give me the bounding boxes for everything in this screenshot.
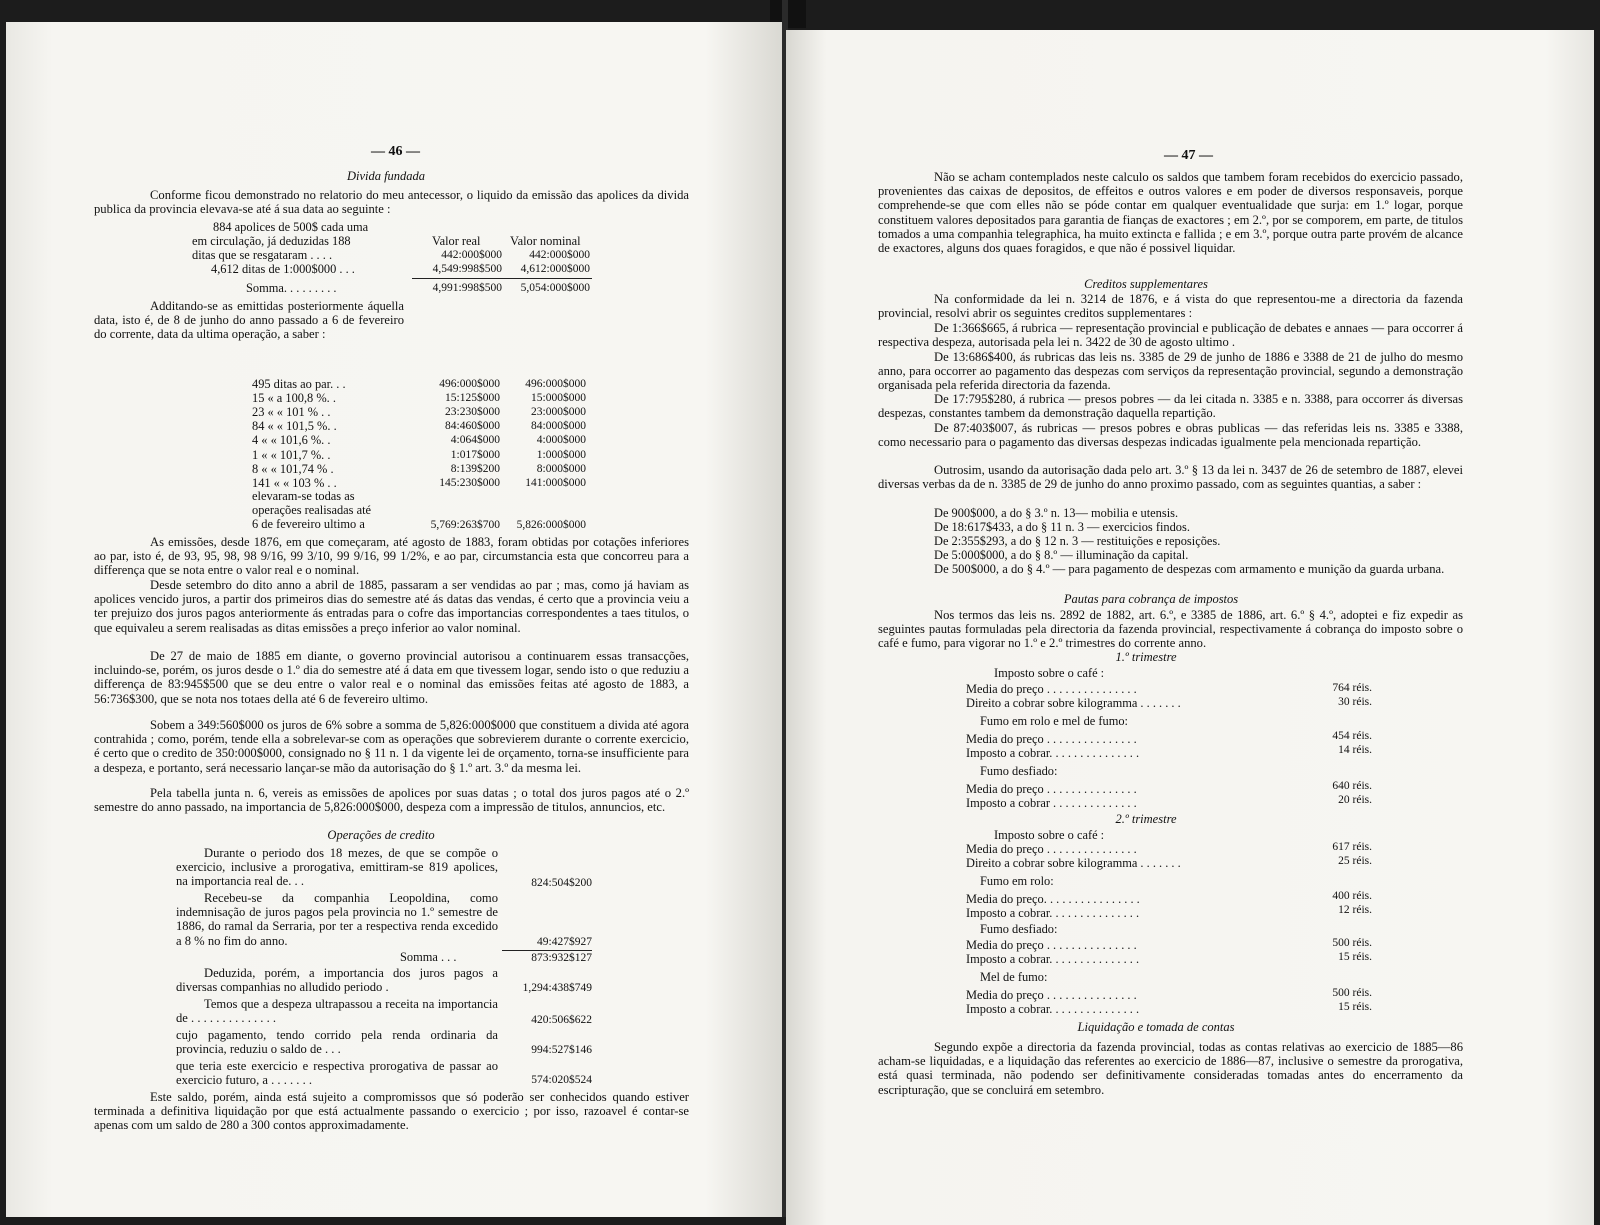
tax-label: Imposto a cobrar. . . . . . . . . . . . . . .	[966, 746, 1140, 760]
table-label: 15 « a 100,8 %. .	[252, 391, 336, 406]
section-heading: Pautas para cobrança de impostos	[1063, 592, 1239, 606]
table-cell: 5,769:263$700	[430, 519, 500, 531]
paragraph: Additando-se as emittidas posteriormente áquella data, isto é, de 8 de junho do anno passado a 6 de fevereiro do corrente, data da ultima operação, a saber :	[94, 299, 404, 342]
tax-value: 15 réis.	[1338, 1001, 1372, 1013]
table-cell: 15:000$000	[531, 392, 586, 405]
tax-label: Media do preço . . . . . . . . . . . . . . .	[966, 988, 1137, 1002]
table-cell: 496:000$000	[439, 378, 500, 390]
table-cell: 23:000$000	[531, 406, 586, 419]
table-cell: 496:000$000	[525, 378, 586, 390]
amount: 994:527$146	[531, 1044, 592, 1056]
tax-value: 12 réis.	[1338, 904, 1372, 916]
paragraph: De 500$000, a do § 4.º — para pagamento de despezas com armamento e munição da guarda urbana.	[934, 562, 1445, 576]
label: Somma . . .	[400, 950, 457, 964]
paragraph: Segundo expõe a directoria da fazenda provincial, todas as contas relativas ao exercicio de 1885—86 acham-se liquidadas, e a liquidação das referentes ao exercicio de 1886—87, inclusive o semestre da prorogativa, está quasi terminada, não podendo ser definitivamente consideradas tomadas antes do encerramento da escripturação, que se concluirá em setembro.	[878, 1040, 1463, 1097]
tax-label: Media do preço . . . . . . . . . . . . . . .	[966, 842, 1137, 856]
tax-value: 640 réis.	[1332, 780, 1372, 792]
section-heading: Liquidação e tomada de contas	[1077, 1020, 1235, 1034]
amount: 49:427$927	[537, 936, 592, 948]
table-label: 4 « « 101,6 %. .	[252, 433, 331, 448]
tax-label: Media do preço . . . . . . . . . . . . . . .	[966, 938, 1137, 952]
table-label: elevaram-se todas as	[252, 489, 355, 503]
tax-value: 15 réis.	[1338, 951, 1372, 963]
tax-value: 500 réis.	[1332, 937, 1372, 949]
table-cell: 84:000$000	[531, 420, 586, 433]
page-number: — 47 —	[1164, 148, 1213, 163]
table-label: 495 ditas ao par. . .	[252, 377, 346, 391]
table-cell: 4,549:998$500	[432, 263, 502, 275]
table-cell: 5,054:000$000	[520, 282, 590, 294]
paragraph: Temos que a despeza ultrapassou a receita na importancia de . . . . . . . . . . . . . .	[176, 997, 498, 1026]
paragraph: De 27 de maio de 1885 em diante, o governo provincial autorisou a continuarem essas transacções, incluindo-se, porém, os juros desde o 1.º dia do semestre até á data em que tivessem logar, sendo isto o que reduziu a differença de 83:945$500 que se deu entre o valor real e o nominal das emissões feitas até agosto de 1883, a 56:736$300, que se nota nos totaes della até 6 de fevereiro ultimo.	[94, 649, 689, 706]
tax-group: Fumo em rolo e mel de fumo:	[980, 714, 1128, 728]
subsection-heading: 2.º trimestre	[1115, 812, 1177, 826]
amount: 1,294:438$749	[522, 982, 592, 994]
sum-rule	[502, 950, 592, 951]
section-heading: Divida fundada	[346, 169, 426, 183]
list-item: De 18:617$433, a do § 11 n. 3 — exercicios findos.	[934, 520, 1190, 534]
table-cell: 442:000$000	[441, 249, 502, 261]
table-label: Somma. . . . . . . . .	[246, 281, 337, 295]
sum-rule	[412, 278, 592, 279]
list-item: De 900$000, a do § 3.º n. 13— mobilia e utensis.	[934, 506, 1179, 520]
tax-value: 454 réis.	[1332, 730, 1372, 742]
table-cell: 4,991:998$500	[432, 282, 502, 294]
table-label: em circulação, já deduzidas 188	[192, 234, 351, 248]
table-cell: 84:460$000	[445, 420, 500, 433]
paragraph: Durante o periodo dos 18 mezes, de que se compõe o exercicio, inclusive a prorogativa, emittiram-se 819 apolices, na importancia real de. . .	[176, 846, 498, 889]
paragraph: De 17:795$280, á rubrica — presos pobres — da lei citada n. 3385 e n. 3388, para occorrer ás diversas despezas, constantes tambem da demonstração daquella repartição.	[878, 392, 1463, 421]
table-label: operações realisadas até	[252, 503, 372, 517]
paragraph: Recebeu-se da companhia Leopoldina, como indemnisação de juros pagos pela provincia no 1.º semestre de 1886, do ramal da Serraria, por ter a respectiva renda excedido a 8 % no fim do anno.	[176, 891, 498, 948]
section-heading: Operações de credito	[327, 828, 435, 842]
paragraph: Este saldo, porém, ainda está sujeito a compromissos que só poderão ser conhecidos quando estiver terminada a definitiva liquidação por que está actualmente passando o exercicio ; por isso, razoavel é contar-se apenas com um saldo de 280 a 300 contos approximadamente.	[94, 1090, 689, 1133]
table-cell: 4,612:000$000	[520, 263, 590, 275]
tax-label: Media do preço . . . . . . . . . . . . . . .	[966, 782, 1137, 796]
tax-label: Imposto a cobrar . . . . . . . . . . . . . .	[966, 796, 1137, 810]
tax-label: Direito a cobrar sobre kilogramma . . . . . . .	[966, 856, 1181, 870]
tax-label: Direito a cobrar sobre kilogramma . . . . . . .	[966, 696, 1181, 710]
table-cell: 8:139$200	[450, 462, 500, 475]
tax-label: Imposto a cobrar. . . . . . . . . . . . . . .	[966, 906, 1140, 920]
tax-value: 30 réis.	[1338, 696, 1372, 708]
paragraph: cujo pagamento, tendo corrido pela renda ordinaria da provincia, reduziu o saldo de . . .	[176, 1028, 498, 1057]
paragraph: Conforme ficou demonstrado no relatorio do meu antecessor, o liquido da emissão das apolices da divida publica da provincia elevava-se até á sua data ao seguinte :	[94, 188, 689, 217]
amount: 420:506$622	[531, 1014, 592, 1026]
list-item: De 5:000$000, a do § 8.º — illuminação da capital.	[934, 548, 1189, 562]
right-page	[786, 30, 1594, 1225]
amount: 574:020$524	[531, 1074, 592, 1086]
tax-group: Mel de fumo:	[980, 970, 1048, 984]
tax-value: 500 réis.	[1332, 987, 1372, 999]
table-cell: 141:000$000	[525, 476, 586, 489]
paragraph: Outrosim, usando da autorisação dada pelo art. 3.º § 13 da lei n. 3437 de 26 de setembro de 1887, elevei diversas verbas da de n. 3385 de 29 de junho do anno proximo passado, com as seguintes quantias, a saber :	[878, 463, 1463, 492]
table-label: 6 de fevereiro ultimo a	[252, 517, 365, 531]
table-cell: 1:000$000	[536, 448, 586, 461]
paragraph: De 87:403$007, ás rubricas — presos pobres e obras publicas — das referidas leis ns. 3385 e 3388, como necessario para o pagamento das diversas despezas indicadas igualmente pela mencionada repartição.	[878, 421, 1463, 450]
tax-label: Media do preço. . . . . . . . . . . . . . . .	[966, 892, 1140, 906]
subsection-heading: 1.º trimestre	[1115, 650, 1177, 664]
table-label: 8 « « 101,74 % .	[252, 461, 334, 476]
paragraph: Desde setembro do dito anno a abril de 1885, passaram a ser vendidas ao par ; mas, como já haviam as apolices vencido juros, a partir dos primeiros dias do semestre até ás datas das vendas, é certo que a provincia veiu a ter prejuizo dos juros pagos anteriormente ás entradas para o cofre das importancias correspondentes a taes titulos, o que equivaleu a serem realisadas as ditas emissões a preço inferior ao valor nominal.	[94, 578, 689, 635]
paragraph: De 13:686$400, ás rubricas das leis ns. 3385 de 29 de junho de 1886 e 3388 de 21 de julho do mesmo anno, para occorrer ao pagamento das despezas com serviços da representação provincial, segundo a demonstração organisada pela referida directoria da fazenda.	[878, 350, 1463, 393]
table-label: 84 « « 101,5 %. .	[252, 419, 337, 434]
table-label: ditas que se resgataram . . . .	[192, 248, 333, 262]
table-cell: 145:230$000	[439, 476, 500, 489]
tax-value: 764 réis.	[1332, 682, 1372, 694]
table-label: 23 « « 101 % . .	[252, 405, 331, 420]
table-cell: 1:017$000	[450, 448, 500, 461]
tax-group: Imposto sobre o café :	[994, 828, 1105, 842]
section-heading: Creditos supplementares	[1084, 277, 1208, 291]
tax-label: Media do preço . . . . . . . . . . . . . . .	[966, 732, 1137, 746]
amount: 873:932$127	[531, 952, 592, 964]
column-header: Valor real	[432, 234, 481, 248]
left-page	[6, 22, 783, 1217]
paragraph: Pela tabella junta n. 6, vereis as emissões de apolices por suas datas ; o total dos juros pagos até o 2.º semestre do anno passado, na importancia de 5,826:000$000, despeza com a impressão de titulos, annuncios, etc.	[94, 786, 689, 815]
paragraph: que teria este exercicio e respectiva prorogativa de passar ao exercicio futuro, a . . . . . . .	[176, 1059, 498, 1088]
tax-label: Imposto a cobrar. . . . . . . . . . . . . . .	[966, 952, 1140, 966]
paragraph: Deduzida, porém, a importancia dos juros pagos a diversas companhias no alludido periodo .	[176, 966, 498, 995]
table-cell: 15:125$000	[445, 392, 500, 405]
table-label: 4,612 ditas de 1:000$000 . . .	[211, 262, 355, 276]
paragraph: Sobem a 349:560$000 os juros de 6% sobre a somma de 5,826:000$000 que constituem a divida até agora contrahida ; como, porém, tende ella a sobrelevar-se com as operações que sobrevierem durante o corrente exercicio, é certo que o credito de 350:000$000, consignado no § 11 n. 1 da vigente lei de orçamento, torna-se insufficiente para a despeza, e portanto, será necessario lançar-se mão da autorisação do § 1.º art. 3.º da mesma lei.	[94, 718, 689, 775]
paragraph: De 1:366$665, á rubrica — representação provincial e publicação de debates e annaes — para occorrer á respectiva despeza, autorisada pela lei n. 3422 de 30 de agosto ultimo .	[878, 321, 1463, 350]
paragraph: As emissões, desde 1876, em que começaram, até agosto de 1883, foram obtidas por cotações inferiores ao par, isto é, de 93, 95, 98, 98 9/16, 99 3/10, 99 9/16, 99 1/2%, e ao par, circumstancia esta que concorreu para a differença que se nota entre o valor real e o nominal.	[94, 535, 689, 578]
table-cell: 4:000$000	[536, 434, 586, 447]
table-label: 1 « « 101,7 %. .	[252, 447, 331, 462]
paragraph: Não se acham contemplados neste calculo os saldos que tambem foram recebidos do exercicio passado, provenientes das caixas de depositos, de effeitos e outros valores e em poder de diversos responsaveis, porque comprehende-se que com elles não se póde contar em qualquer eventualidade que surja: em 1.º logar, porque constituem valores depositados para garantia de fianças de exactores ; em 2.º, por se comporem, em parte, de titulos tomados a uma companhia telegraphica, ha muito extincta e fallida ; e em 3.º, porque outra parte provém de alcance de exactores, alguns dos quaes foragidos, e que não é possivel liquidar.	[878, 170, 1463, 256]
page-number: — 46 —	[371, 144, 420, 159]
tax-group: Imposto sobre o café :	[994, 666, 1105, 680]
tax-value: 25 réis.	[1338, 855, 1372, 867]
paragraph: Na conformidade da lei n. 3214 de 1876, e á vista do que representou-me a directoria da fazenda provincial, resolvi abrir os seguintes creditos supplementares :	[878, 292, 1463, 321]
tax-value: 617 réis.	[1332, 841, 1372, 853]
table-cell: 4:064$000	[450, 434, 500, 447]
tax-label: Imposto a cobrar. . . . . . . . . . . . . . .	[966, 1002, 1140, 1016]
table-cell: 23:230$000	[445, 406, 500, 419]
tax-label: Media do preço . . . . . . . . . . . . . . .	[966, 682, 1137, 696]
tax-group: Fumo em rolo:	[980, 874, 1054, 888]
table-cell: 8:000$000	[536, 462, 586, 475]
tax-value: 20 réis.	[1338, 794, 1372, 806]
column-header: Valor nominal	[510, 234, 581, 248]
table-label: 141 « « 103 % . .	[252, 475, 337, 490]
list-item: De 2:355$293, a do § 12 n. 3 — restituições e reposições.	[934, 534, 1221, 548]
tax-value: 14 réis.	[1338, 744, 1372, 756]
amount: 824:504$200	[531, 877, 592, 889]
paragraph: Nos termos das leis ns. 2892 de 1882, art. 6.º, e 3385 de 1886, art. 6.º § 4.º, adoptei e fiz expedir as seguintes pautas formuladas pela directoria da fazenda provincial, respectivamente á cobrança do imposto sobre o café e fumo, para vigorar no 1.º e 2.º trimestres do corrente anno.	[878, 608, 1463, 651]
tax-group: Fumo desfiado:	[980, 764, 1058, 778]
table-cell: 5,826:000$000	[516, 519, 586, 531]
tax-value: 400 réis.	[1332, 890, 1372, 902]
table-label: 884 apolices de 500$ cada uma	[213, 220, 369, 234]
tax-group: Fumo desfiado:	[980, 922, 1058, 936]
table-cell: 442:000$000	[529, 249, 590, 261]
